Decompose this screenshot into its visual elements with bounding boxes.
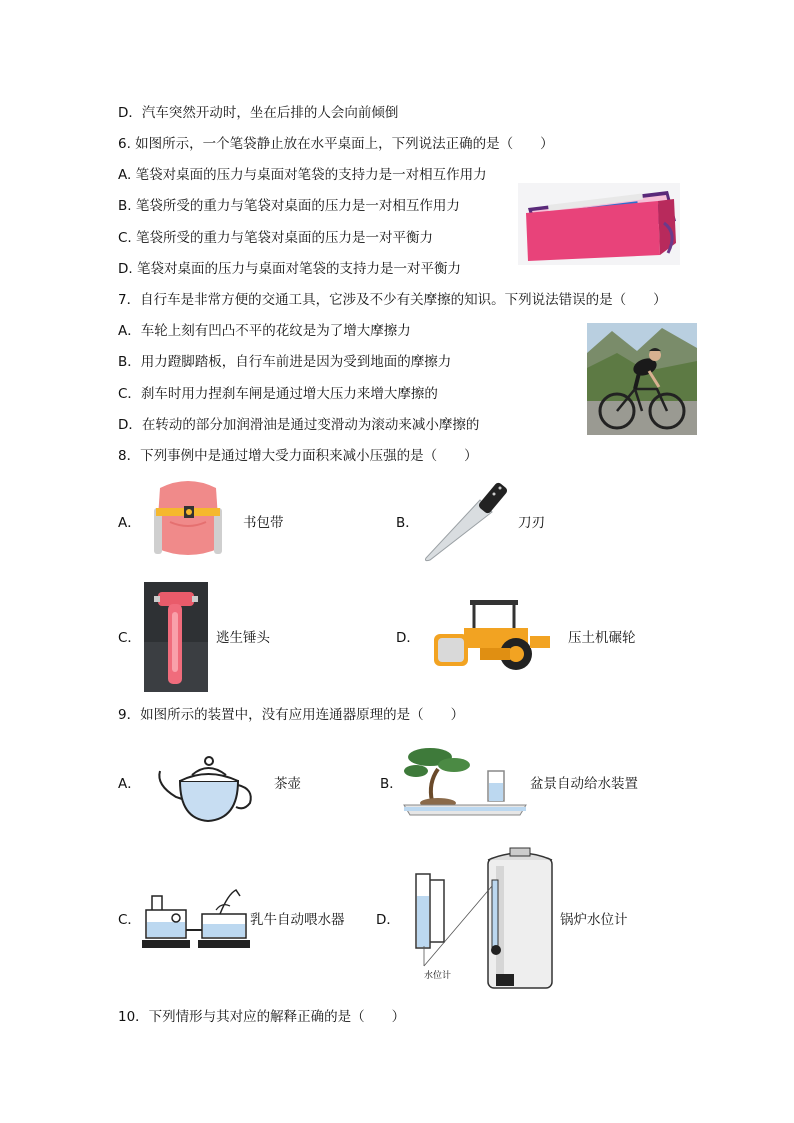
q8-letter-c: C． xyxy=(118,630,141,646)
q9-letter-a: A． xyxy=(118,776,141,792)
bonsai-watering-image xyxy=(402,743,528,819)
q5-option-d: D．汽车突然开动时，坐在后排的人会向前倾倒 xyxy=(118,105,399,121)
q9-caption-d: 锅炉水位计 xyxy=(560,912,628,928)
cow-water-feeder-image xyxy=(136,884,252,952)
q9-caption-c: 乳牛自动喂水器 xyxy=(250,912,345,928)
pencil-case-image xyxy=(518,183,680,265)
knife-image xyxy=(420,478,516,564)
q7-option-c: C．刹车时用力捏刹车闸是通过增大压力来增大摩擦的 xyxy=(118,386,438,402)
q8-letter-b: B． xyxy=(396,515,419,531)
q8-caption-d: 压土机碾轮 xyxy=(568,630,636,646)
q6-option-b: B. 笔袋所受的重力与笔袋对桌面的压力是一对相互作用力 xyxy=(118,198,460,214)
q8-caption-b: 刀刃 xyxy=(518,515,545,531)
road-roller-image xyxy=(430,598,552,672)
q8-caption-c: 逃生锤头 xyxy=(216,630,270,646)
escape-hammer-image xyxy=(144,582,208,692)
q6-option-a: A. 笔袋对桌面的压力与桌面对笔袋的支持力是一对相互作用力 xyxy=(118,167,487,183)
q9-letter-b: B． xyxy=(380,776,403,792)
backpack-image xyxy=(150,478,226,562)
q9-letter-c: C． xyxy=(118,912,141,928)
q8-letter-d: D． xyxy=(396,630,420,646)
q9-caption-a: 茶壶 xyxy=(274,776,301,792)
q7-option-d: D．在转动的部分加润滑油是通过变滑动为滚动来减小摩擦的 xyxy=(118,417,480,433)
q9-stem: 9．如图所示的装置中，没有应用连通器原理的是（ ） xyxy=(118,707,465,723)
q6-option-c: C. 笔袋所受的重力与笔袋对桌面的压力是一对平衡力 xyxy=(118,230,434,246)
cyclist-photo xyxy=(587,323,697,435)
q9-letter-d: D． xyxy=(376,912,400,928)
q6-stem: 6. 如图所示，一个笔袋静止放在水平桌面上，下列说法正确的是（ ） xyxy=(118,136,554,152)
q8-letter-a: A． xyxy=(118,515,141,531)
q7-option-b: B．用力蹬脚踏板，自行车前进是因为受到地面的摩擦力 xyxy=(118,354,452,370)
teapot-image xyxy=(154,745,258,825)
q9-caption-b: 盆景自动给水装置 xyxy=(530,776,638,792)
q10-stem: 10．下列情形与其对应的解释正确的是（ ） xyxy=(118,1009,406,1025)
q8-stem: 8．下列事例中是通过增大受力面积来减小压强的是（ ） xyxy=(118,448,478,464)
q7-option-a: A．车轮上刻有凹凸不平的花纹是为了增大摩擦力 xyxy=(118,323,411,339)
water-gauge-label: 水位计 xyxy=(424,971,452,981)
q8-caption-a: 书包带 xyxy=(243,515,284,531)
q6-option-d: D. 笔袋对桌面的压力与桌面对笔袋的支持力是一对平衡力 xyxy=(118,261,461,277)
q7-stem: 7．自行车是非常方便的交通工具，它涉及不少有关摩擦的知识。下列说法错误的是（ ） xyxy=(118,292,667,308)
